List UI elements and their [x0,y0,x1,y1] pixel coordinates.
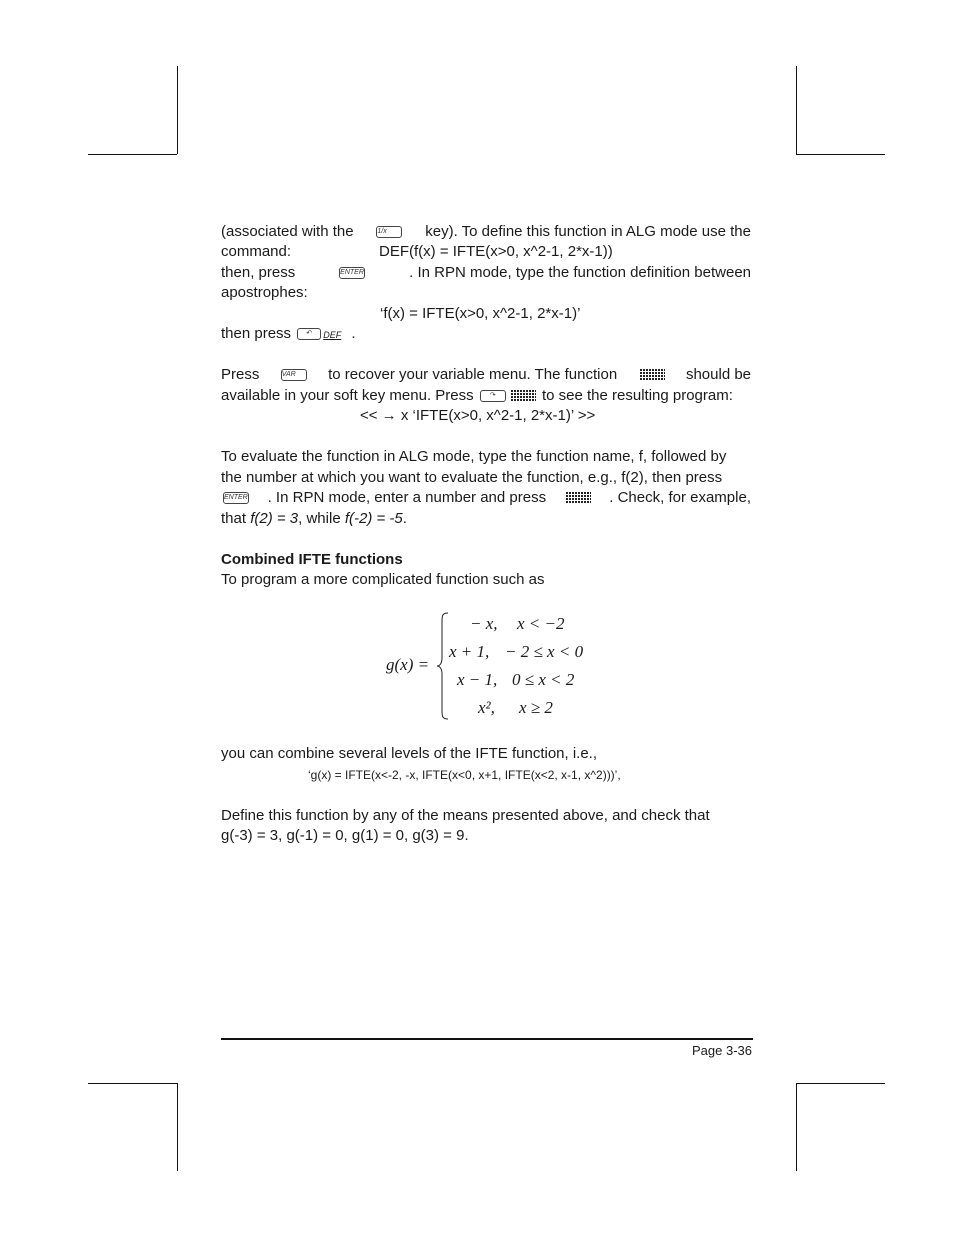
body-line [221,263,751,283]
text: . Check, for example, [609,489,751,506]
text: available in your soft key menu. Press [221,387,474,404]
formula: f(-2) = -5 [344,510,403,527]
text: (associated with the [221,223,354,240]
formula: f(2) = 3 [250,510,299,527]
crop-mark [796,1083,797,1171]
crop-mark [796,154,885,155]
crop-mark [88,154,177,155]
crop-mark [88,1083,177,1084]
left-shift-key-icon: ↶ [297,328,321,340]
text: to recover your variable menu. The function [328,366,618,383]
body-line: To program a more complicated function such as [221,571,545,588]
function-f-soft-key-icon [510,390,536,402]
case-expr: x², [478,698,495,717]
case-expr: x + 1, [449,642,490,661]
text: . In RPN mode, type the function definition between [409,264,751,281]
command-text: DEF(f(x) = IFTE(x>0, x^2-1, 2*x-1)) [379,243,613,260]
text: then press [221,325,292,342]
body-line: To evaluate the function in ALG mode, type the function name, f, followed by [221,448,727,465]
crop-mark [177,66,178,154]
function-f-soft-key-icon [565,492,591,504]
case-expr: x − 1, [457,670,498,689]
body-line: the number at which you want to evaluate the function, e.g., f(2), then press [221,469,723,486]
case-cond: 0 ≤ x < 2 [512,670,575,689]
case-expr: − x, [470,614,498,633]
page-number: Page 3-36 [692,1043,752,1058]
body-line: apostrophes: [221,284,308,301]
body-line: that f(2) = 3, while f(-2) = -5. [221,510,407,527]
footer-rule [221,1038,753,1040]
crop-mark [796,1083,885,1084]
var-key-icon: VAR [279,365,309,385]
body-line: g(-3) = 3, g(-1) = 0, g(1) = 0, g(3) = 9. [221,827,469,844]
body-line: Define this function by any of the means presented above, and check that [221,807,710,824]
body-line [221,242,291,262]
body-line [221,386,733,406]
code-line: ‘g(x) = IFTE(x<-2, -x, IFTE(x<0, x+1, IFTE(x<2, x-1, x^2)))’, [308,768,621,782]
case-cond: − 2 ≤ x < 0 [505,642,584,661]
text: command: [221,243,292,260]
body-line [221,365,751,385]
def-soft-key-icon: DEF [323,330,342,340]
body-line: you can combine several levels of the IFTE function, i.e., [221,745,598,762]
text: . [351,325,356,342]
body-line [221,324,356,345]
section-heading: Combined IFTE functions [221,551,403,568]
crop-mark [796,66,797,154]
text: should be [685,366,752,383]
case-cond: x < −2 [517,614,565,633]
text: key). To define this function in ALG mode use the [425,223,751,240]
text: then, press [221,264,296,281]
text: . In RPN mode, enter a number and press [267,489,547,506]
crop-mark [177,1083,178,1171]
equation-lhs: g(x) = [386,655,430,674]
text: Press [221,366,260,383]
enter-key-icon: ENTER [221,488,251,508]
program-line: << → x ‘IFTE(x>0, x^2-1, 2*x-1)’ >> [360,407,596,424]
case-cond: x ≥ 2 [519,698,553,717]
code-line: ‘f(x) = IFTE(x>0, x^2-1, 2*x-1)’ [380,305,581,322]
body-line [221,488,751,508]
function-f-soft-key-icon [639,369,665,381]
key-1x-icon: 1/x [374,222,404,242]
left-brace-icon [436,612,450,720]
right-shift-key-icon: ↷ [480,390,506,402]
enter-key-icon: ENTER [337,263,367,283]
body-line [221,222,751,242]
text: to see the resulting program: [541,387,733,404]
